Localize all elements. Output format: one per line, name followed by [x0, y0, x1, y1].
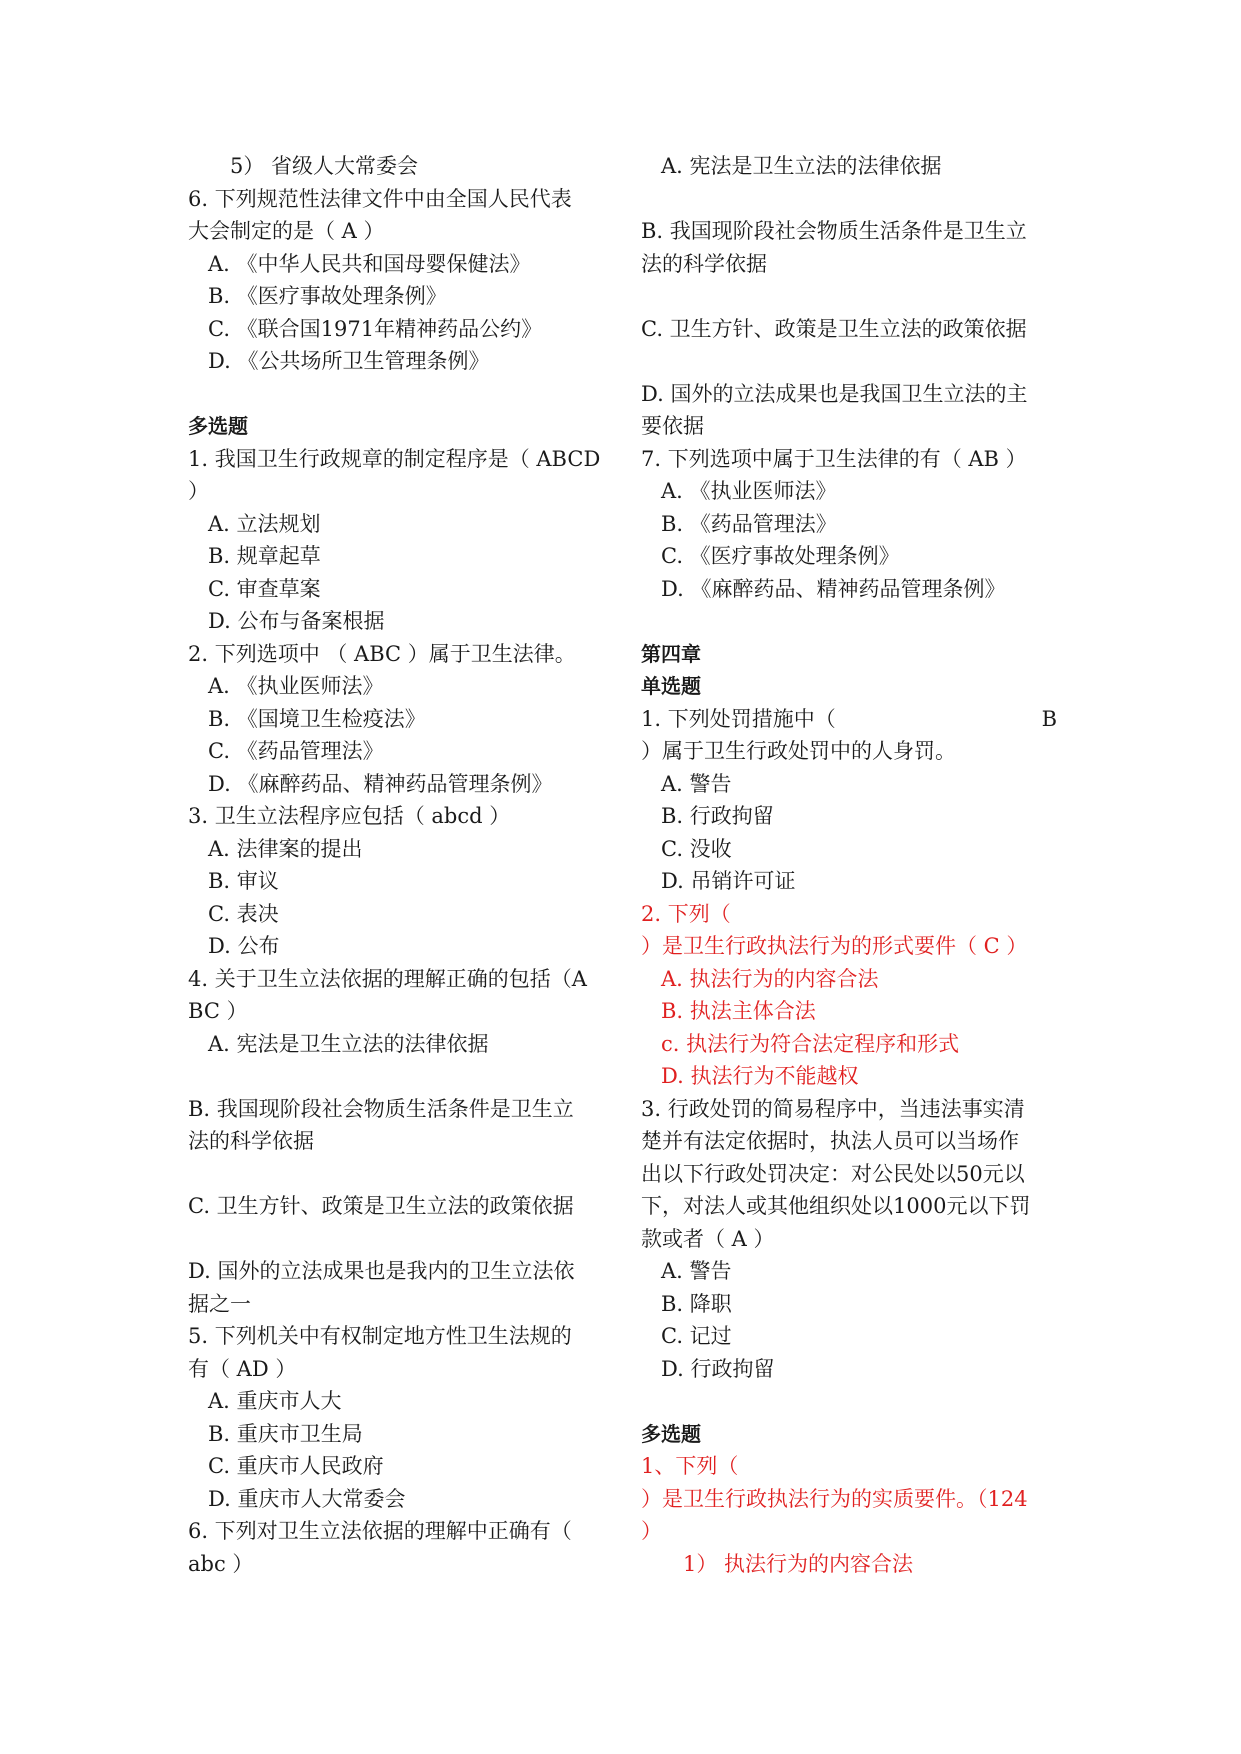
- option-line: C. 记过: [661, 1324, 732, 1348]
- section-heading: 单选题: [641, 674, 701, 698]
- option-line: 据之一: [188, 1291, 251, 1316]
- spacer: [188, 1158, 604, 1191]
- option-line: D. 《麻醉药品、精神药品管理条例》: [661, 576, 1006, 601]
- right-column: [641, 150, 1057, 1580]
- question-line: ）属于卫生行政处罚中的人身罚。: [641, 739, 956, 763]
- question-line-highlighted: ）是卫生行政执法行为的实质要件。（124: [641, 1486, 1028, 1511]
- option-line: A. 警告: [661, 1259, 732, 1283]
- spacer: [641, 345, 1057, 378]
- question-line: abc ）: [188, 1551, 254, 1576]
- option-line: B. 《药品管理法》: [661, 511, 837, 536]
- question-line: 2. 下列选项中 （ ABC ）属于卫生法律。: [188, 641, 576, 666]
- option-line-highlighted: B. 执法主体合法: [661, 999, 816, 1023]
- option-line: B. 规章起草: [208, 544, 321, 568]
- spacer: [188, 1223, 604, 1256]
- question-line: 下，对法人或其他组织处以1000元以下罚: [641, 1194, 1031, 1218]
- option-line: D. 行政拘留: [661, 1356, 775, 1381]
- spacer: [641, 183, 1057, 216]
- option-line: C. 卫生方针、政策是卫生立法的政策依据: [188, 1194, 574, 1218]
- option-line: D. 《公共场所卫生管理条例》: [208, 349, 490, 373]
- option-line-highlighted: A. 执法行为的内容合法: [661, 966, 879, 991]
- question-text: 1. 下列处罚措施中（: [641, 706, 836, 731]
- option-line: B. 重庆市卫生局: [208, 1421, 363, 1446]
- question-line-highlighted: 1、下列（: [641, 1454, 739, 1478]
- option-line-highlighted: D. 执法行为不能越权: [661, 1064, 859, 1088]
- option-line: A. 警告: [661, 771, 732, 796]
- option-line: A. 法律案的提出: [208, 836, 363, 861]
- question-line: 楚并有法定依据时，执法人员可以当场作: [641, 1129, 1019, 1153]
- option-line: D. 公布: [208, 934, 280, 958]
- question-line: 6. 下列对卫生立法依据的理解中正确有（: [188, 1519, 572, 1543]
- option-line: A. 《中华人民共和国母婴保健法》: [208, 251, 531, 276]
- option-line: A. 重庆市人大: [208, 1389, 342, 1413]
- question-line: 出以下行政处罚决定：对公民处以50元以: [641, 1161, 1025, 1186]
- section-heading: 多选题: [188, 414, 248, 438]
- option-line: C. 《药品管理法》: [208, 739, 384, 763]
- option-line: C. 重庆市人民政府: [208, 1454, 384, 1478]
- option-line-highlighted: 1） 执法行为的内容合法: [683, 1551, 914, 1576]
- option-line: D. 国外的立法成果也是我国卫生立法的主: [641, 381, 1028, 406]
- option-line: C. 没收: [661, 836, 732, 861]
- question-line: 1. 我国卫生行政规章的制定程序是（ ABCD: [188, 446, 601, 471]
- option-line: D. 吊销许可证: [661, 869, 796, 893]
- option-line: D. 公布与备案根据: [208, 609, 385, 633]
- option-line: A. 《执业医师法》: [661, 479, 837, 503]
- option-line: 要依据: [641, 414, 704, 438]
- option-line: D. 《麻醉药品、精神药品管理条例》: [208, 771, 553, 796]
- option-line: C. 审查草案: [208, 576, 321, 601]
- question-line-highlighted: 2. 下列（: [641, 901, 731, 926]
- option-line: 5） 省级人大常委会: [230, 154, 419, 178]
- spacer: [641, 605, 1057, 638]
- answer-key: B: [1041, 706, 1057, 731]
- option-line: C. 卫生方针、政策是卫生立法的政策依据: [641, 316, 1027, 341]
- spacer: [188, 1060, 604, 1093]
- option-line: B. 行政拘留: [661, 804, 774, 828]
- option-line: B. 我国现阶段社会物质生活条件是卫生立: [188, 1096, 574, 1121]
- option-line: C. 《医疗事故处理条例》: [661, 544, 900, 568]
- spacer: [641, 280, 1057, 313]
- chapter-heading: 第四章: [641, 641, 701, 666]
- option-line: D. 国外的立法成果也是我内的卫生立法依: [188, 1259, 575, 1283]
- option-line: C. 《联合国1971年精神药品公约》: [208, 316, 543, 341]
- question-line: 7. 下列选项中属于卫生法律的有（ AB ）: [641, 446, 1027, 471]
- question-line-highlighted: ）: [641, 1519, 662, 1543]
- option-line-highlighted: c. 执法行为符合法定程序和形式: [661, 1031, 960, 1056]
- question-line-highlighted: ）是卫生行政执法行为的形式要件（ C ）: [641, 934, 1028, 958]
- option-line: A. 《执业医师法》: [208, 674, 384, 698]
- option-line: B. 审议: [208, 869, 279, 893]
- question-line: 6. 下列规范性法律文件中由全国人民代表: [188, 186, 572, 211]
- question-line: 款或者（ A ）: [641, 1226, 775, 1251]
- question-line: 3. 卫生立法程序应包括（ abcd ）: [188, 804, 511, 828]
- question-line: 3. 行政处罚的简易程序中，当违法事实清: [641, 1096, 1025, 1121]
- option-line: B. 《国境卫生检疫法》: [208, 706, 426, 731]
- question-line: ）: [188, 479, 209, 503]
- option-line: 法的科学依据: [188, 1129, 314, 1153]
- option-line: A. 宪法是卫生立法的法律依据: [208, 1031, 489, 1056]
- question-line: BC ）: [188, 999, 248, 1023]
- question-line: 5. 下列机关中有权制定地方性卫生法规的: [188, 1324, 572, 1348]
- option-line: 法的科学依据: [641, 251, 767, 276]
- option-line: A. 立法规划: [208, 511, 321, 536]
- section-heading: 多选题: [641, 1421, 701, 1446]
- question-line: 大会制定的是（ A ）: [188, 219, 385, 243]
- option-line: A. 宪法是卫生立法的法律依据: [661, 154, 942, 178]
- spacer: [641, 1385, 1057, 1418]
- option-line: B. 降职: [661, 1291, 732, 1316]
- question-line: [641, 703, 1057, 736]
- question-line: 4. 关于卫生立法依据的理解正确的包括（A: [188, 966, 587, 991]
- option-line: B. 我国现阶段社会物质生活条件是卫生立: [641, 219, 1027, 243]
- option-line: C. 表决: [208, 901, 279, 926]
- left-column: [188, 150, 604, 1580]
- option-line: B. 《医疗事故处理条例》: [208, 284, 447, 308]
- option-line: D. 重庆市人大常委会: [208, 1486, 406, 1511]
- spacer: [188, 378, 604, 411]
- question-line: 有（ AD ）: [188, 1356, 297, 1381]
